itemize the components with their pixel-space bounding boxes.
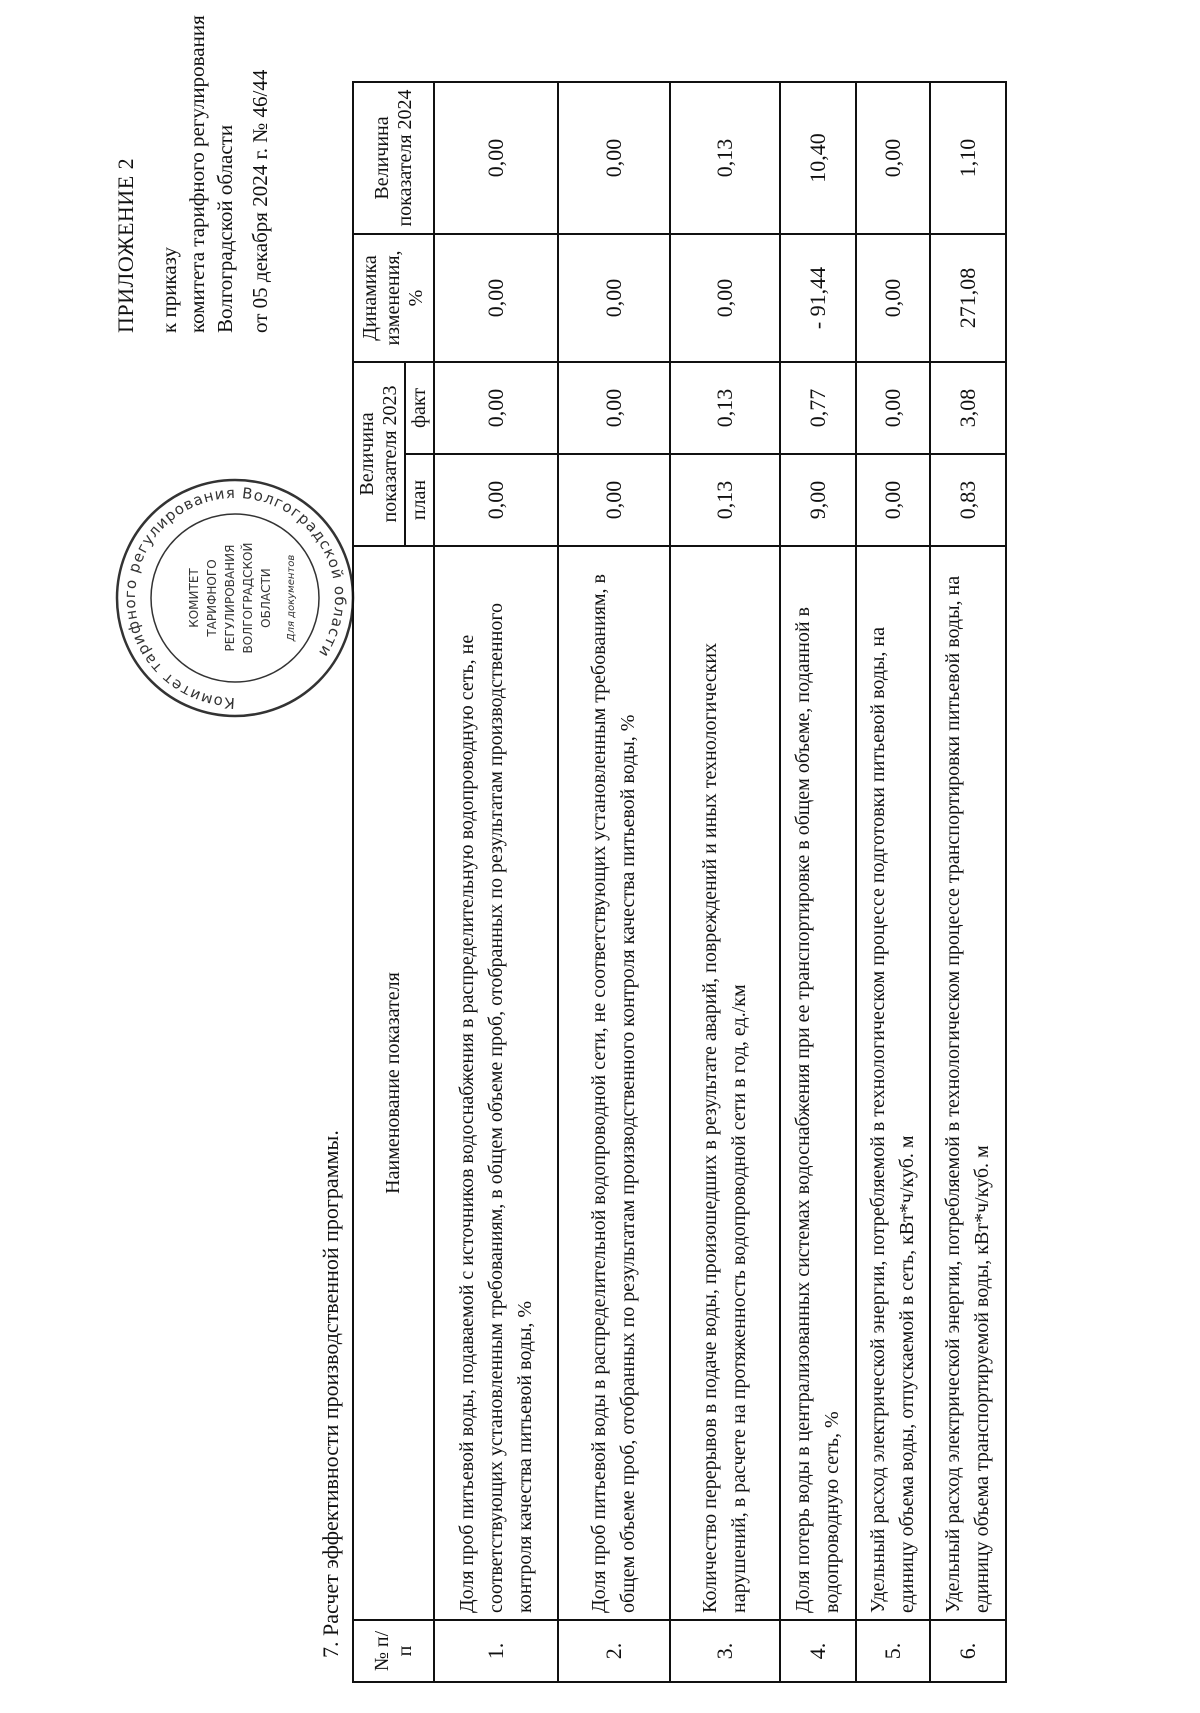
appendix-title: ПРИЛОЖЕНИЕ 2 xyxy=(113,157,138,333)
row-dynamics: 271,08 xyxy=(930,234,1006,362)
row-name: Доля потерь воды в централизованных системах водоснабжения при ее транспортировке в общем объеме, поданной в водопроводную сеть, % xyxy=(780,546,856,1620)
row-num: 3. xyxy=(670,1620,780,1682)
header-fact: факт xyxy=(405,362,434,454)
header-num: № п/п xyxy=(353,1620,434,1682)
row-plan: 0,00 xyxy=(856,454,930,546)
stamp-center-line5: ОБЛАСТИ xyxy=(259,568,273,628)
row-plan: 0,00 xyxy=(558,454,670,546)
stamp-center-line3: РЕГУЛИРОВАНИЯ xyxy=(223,544,237,652)
row-plan: 0,83 xyxy=(930,454,1006,546)
order-ref-line2: комитета тарифного регулирования xyxy=(185,15,209,333)
row-fact: 0,13 xyxy=(670,362,780,454)
stamp-center-line4: ВОЛГОГРАДСКОЙ xyxy=(241,542,255,654)
row-dynamics: 0,00 xyxy=(434,234,558,362)
row-value-2024: 1,10 xyxy=(930,82,1006,234)
row-plan: 9,00 xyxy=(780,454,856,546)
row-value-2024: 0,00 xyxy=(856,82,930,234)
official-stamp xyxy=(110,473,360,723)
table-header-row xyxy=(353,82,405,1682)
row-plan: 0,00 xyxy=(434,454,558,546)
row-num: 1. xyxy=(434,1620,558,1682)
table-row xyxy=(780,82,856,1682)
row-num: 5. xyxy=(856,1620,930,1682)
stamp-ring-text: Комитет тарифного регулирования Волгоградской области xyxy=(120,483,350,713)
row-fact: 0,77 xyxy=(780,362,856,454)
row-fact: 0,00 xyxy=(558,362,670,454)
row-value-2024: 0,00 xyxy=(558,82,670,234)
section-title: 7. Расчет эффективности производственной программы. xyxy=(318,1130,343,1658)
stamp-center-line2: ТАРИФНОГО xyxy=(205,559,219,637)
row-fact: 0,00 xyxy=(434,362,558,454)
header-value-2024: Величина показателя 2024 xyxy=(353,82,434,234)
row-value-2024: 10,40 xyxy=(780,82,856,234)
row-dynamics: 0,00 xyxy=(856,234,930,362)
header-dynamics: Динамика изменения, % xyxy=(353,234,434,362)
row-num: 2. xyxy=(558,1620,670,1682)
row-name: Удельный расход электрической энергии, потребляемой в технологическом процессе транспортировки питьевой воды, на единицу объема транспортируемой воды, кВт*ч/куб. м xyxy=(930,546,1006,1620)
table-row xyxy=(670,82,780,1682)
order-ref-line3: Волгоградской области xyxy=(213,124,237,333)
row-value-2024: 0,13 xyxy=(670,82,780,234)
table-row xyxy=(558,82,670,1682)
row-value-2024: 0,00 xyxy=(434,82,558,234)
row-name: Доля проб питьевой воды, подаваемой с источников водоснабжения в распределительную водопроводную сеть, не соответствующих установленным требованиям, в общем объеме проб, отобранных по результатам производственного контроля качества питьевой воды, % xyxy=(434,546,558,1620)
row-name: Количество перерывов в подаче воды, произошедших в результате аварий, повреждений и иных технологических нарушений, в расчете на протяженность водопроводной сети в год, ед./км xyxy=(670,546,780,1620)
row-fact: 0,00 xyxy=(856,362,930,454)
row-num: 6. xyxy=(930,1620,1006,1682)
row-fact: 3,08 xyxy=(930,362,1006,454)
order-ref-line1: к приказу xyxy=(157,247,181,333)
stamp-center-line1: КОМИТЕТ xyxy=(187,568,201,628)
header-name: Наименование показателя xyxy=(353,546,434,1620)
table-row xyxy=(930,82,1006,1682)
header-plan: план xyxy=(405,454,434,546)
header-value-2023: Величина показателя 2023 xyxy=(353,362,405,546)
stamp-bottom-text: Для документов xyxy=(286,554,297,642)
row-plan: 0,13 xyxy=(670,454,780,546)
row-dynamics: 0,00 xyxy=(558,234,670,362)
row-dynamics: 0,00 xyxy=(670,234,780,362)
efficiency-table xyxy=(352,81,1007,1683)
table-row xyxy=(856,82,930,1682)
row-dynamics: - 91,44 xyxy=(780,234,856,362)
row-num: 4. xyxy=(780,1620,856,1682)
order-date-number: от 05 декабря 2024 г. № 46/44 xyxy=(248,69,272,333)
row-name: Доля проб питьевой воды в распределительной водопроводной сети, не соответствующих установленным требованиям, в общем объеме проб, отобранных по результатам производственного контроля качества питьевой воды, % xyxy=(558,546,670,1620)
table-row xyxy=(434,82,558,1682)
row-name: Удельный расход электрической энергии, потребляемой в технологическом процессе подготовки питьевой воды, на единицу объема воды, отпускаемой в сеть, кВт*ч/куб. м xyxy=(856,546,930,1620)
